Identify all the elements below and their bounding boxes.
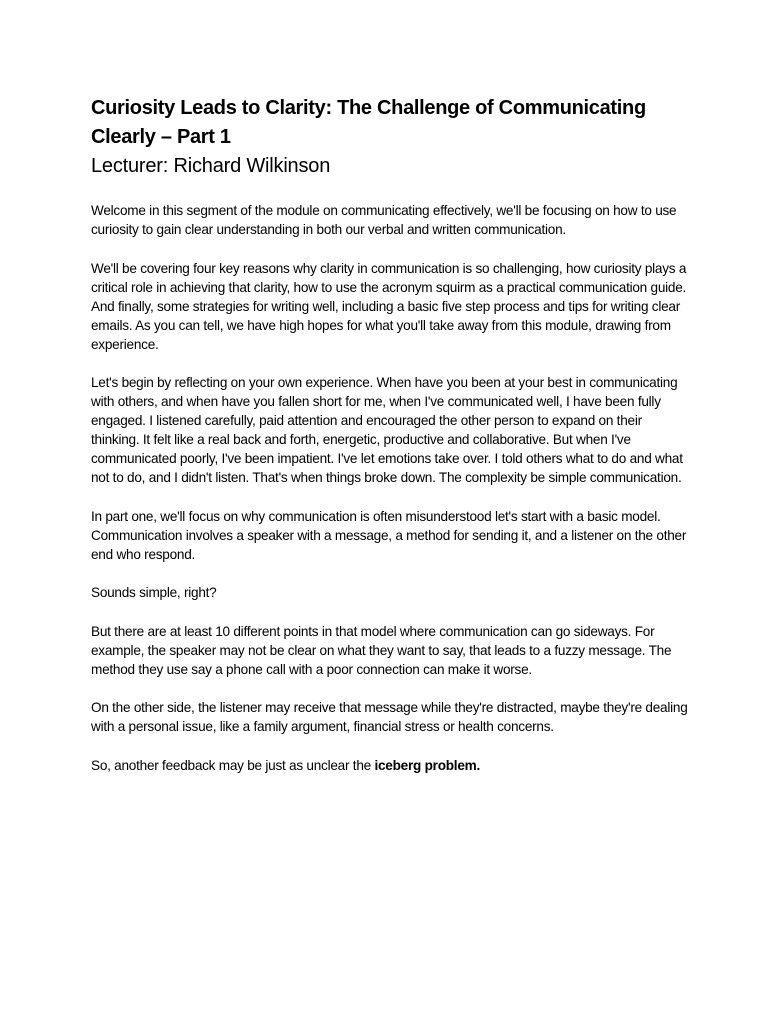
paragraph-overview: We'll be covering four key reasons why clarity in communication is so challenging, how curiosity plays a critical role in achieving that clarity, how to use the acronym squirm as a practical communication guide. And finally, some strategies for writing well, including a basic five step process and tips for writing clear emails. As you can tell, we have high hopes for what you'll take away from this module, drawing from experience. (91, 260, 687, 352)
final-text: So, another feedback may be just as unclear the (91, 757, 375, 773)
lecturer-line: Lecturer: Richard Wilkinson (91, 155, 331, 177)
paragraph-simple: Sounds simple, right? (91, 585, 217, 600)
iceberg-problem-emphasis: iceberg problem. (374, 757, 481, 773)
paragraph-intro: Welcome in this segment of the module on communicating effectively, we'll be focusing on how to use curiosity to gain clear understanding in both our verbal and written communication. (91, 203, 677, 237)
document-title: Curiosity Leads to Clarity: The Challenge of Communicating Clearly – Part 1 (91, 97, 646, 148)
paragraph-reflection: Let's begin by reflecting on your own experience. When have you been at your best in communicating with others, and when have you fallen short for me, when I've communicated well, I have been fully engaged. I listened carefully, paid attention and encouraged the other person to expand on their thinking. It felt like a real back and forth, energetic, productive and collaborative. But when I've communicated poorly, I've been impatient. I've let emotions take over. I told others what to do and what not to do, and I didn't listen. That's when things broke down. The complexity be simple communication. (91, 375, 683, 485)
paragraph-final (91, 756, 691, 775)
paragraph-model: In part one, we'll focus on why communication is often misunderstood let's start with a basic model. Communication involves a speaker with a message, a method for sending it, and a listener on the other end who respond. (91, 508, 687, 562)
paragraph-sideways: But there are at least 10 different points in that model where communication can go sideways. For example, the speaker may not be clear on what they want to say, that leads to a fuzzy message. The method they use say a phone call with a poor connection can make it worse. (91, 623, 672, 677)
document-page (91, 94, 691, 794)
paragraph-listener: On the other side, the listener may receive that message while they're distracted, maybe they're dealing with a personal issue, like a family argument, financial stress or health concerns. (91, 700, 688, 734)
